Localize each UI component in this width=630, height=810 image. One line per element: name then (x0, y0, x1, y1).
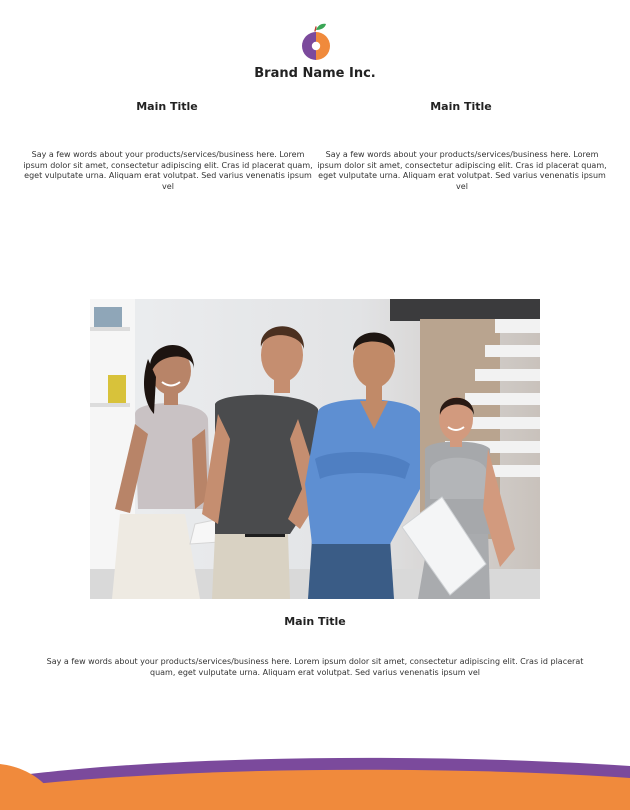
right-column-text: Say a few words about your products/services/business here. Lorem ipsum dolor sit amet, consectetur adipiscing elit. Cras id placerat quam, eget vulputate urna. Aliquam erat volutpat. Sed varius venenatis ipsum vel (317, 150, 607, 191)
main-section-text: Say a few words about your products/services/business here. Lorem ipsum dolor sit amet, consectetur adipiscing elit. Cras id placerat quam, eget vulputate urna. Aliquam erat volutpat. Sed varius venenatis ipsum vel (46, 657, 584, 677)
left-column-text: Say a few words about your products/services/business here. Lorem ipsum dolor sit amet, consectetur adipiscing elit. Cras id placerat quam, eget vulputate urna. Aliquam erat volutpat. Sed varius venenatis ipsum vel (23, 150, 313, 191)
fruit-logo-icon (298, 22, 334, 62)
team-photo (90, 299, 540, 599)
left-column-title: Main Title (136, 100, 198, 113)
wave-footer (0, 748, 630, 810)
main-section-title: Main Title (284, 615, 346, 628)
brand-name: Brand Name Inc. (254, 66, 376, 81)
right-column-title: Main Title (430, 100, 492, 113)
